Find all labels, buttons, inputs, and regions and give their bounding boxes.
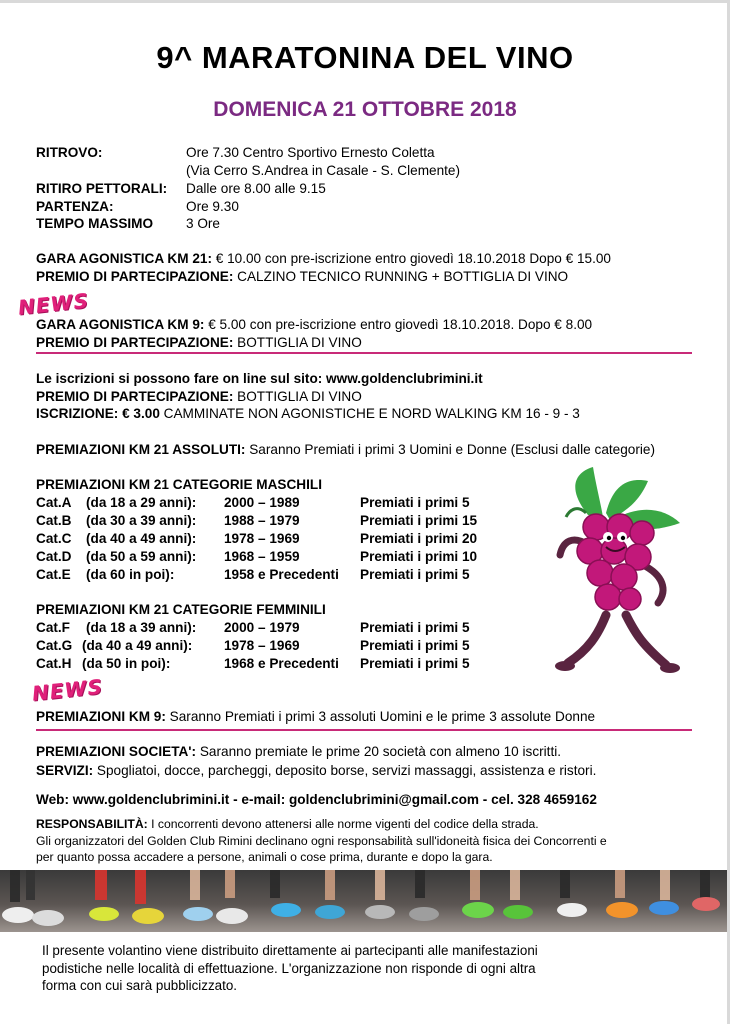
cat-label: Cat.G <box>36 638 73 653</box>
gara21-premio-label: PREMIO DI PARTECIPAZIONE: <box>36 269 234 284</box>
news-badge: NEWS <box>16 288 90 320</box>
gara9-premio-line <box>36 334 362 351</box>
responsabilita-line3: per quanto possa accadere a persone, animali o cose prima, durante e dopo la gara. <box>36 850 493 864</box>
cat-label: Cat.H <box>36 656 72 671</box>
gara21-premio-value: CALZINO TECNICO RUNNING + BOTTIGLIA DI VINO <box>233 269 569 284</box>
cat-label: Cat.D <box>36 549 72 564</box>
km9-label: PREMIAZIONI KM 9: <box>36 709 166 724</box>
partenza-label: PARTENZA: <box>36 199 114 214</box>
cat-age: (da 18 a 29 anni): <box>86 495 197 510</box>
cat-prize: Premiati i primi 5 <box>360 567 470 582</box>
iscrizione-value: CAMMINATE NON AGONISTICHE E NORD WALKING KM 16 - 9 - 3 <box>159 406 580 421</box>
cat-age: (da 18 a 39 anni): <box>86 620 197 635</box>
iscr-premio-value: BOTTIGLIA DI VINO <box>233 389 362 404</box>
cat-age: (da 40 a 49 anni): <box>82 638 193 653</box>
responsabilita-text1: I concorrenti devono attenersi alle norme vigenti del codice della strada. <box>147 817 539 831</box>
cat-prize: Premiati i primi 5 <box>360 656 470 671</box>
ritrovo-address: (Via Cerro S.Andrea in Casale - S. Clemente) <box>186 163 461 178</box>
ritrovo-label: RITROVO: <box>36 145 103 160</box>
iscr-premio-label: PREMIO DI PARTECIPAZIONE: <box>36 389 234 404</box>
cat-years: 2000 – 1979 <box>224 620 300 635</box>
section-divider <box>36 729 692 731</box>
gara21-premio-line <box>36 268 568 285</box>
cat-years: 1978 – 1969 <box>224 531 300 546</box>
page-title: 9^ MARATONINA DEL VINO <box>156 40 574 75</box>
contacts-line: Web: www.goldenclubrimini.it - e-mail: goldenclubrimini@gmail.com - cel. 328 4659162 <box>36 792 597 807</box>
servizi-value: Spogliatoi, docce, parcheggi, deposito borse, servizi massaggi, assistenza e ristori. <box>93 763 597 778</box>
maschili-heading: PREMIAZIONI KM 21 CATEGORIE MASCHILI <box>36 477 322 492</box>
event-date: DOMENICA 21 OTTOBRE 2018 <box>213 98 517 121</box>
iscrizione-label: ISCRIZIONE: € 3.00 <box>36 406 160 421</box>
iscr-premio-line <box>36 388 362 405</box>
online-registration: Le iscrizioni si possono fare on line sul sito: www.goldenclubrimini.it <box>36 371 483 386</box>
cat-prize: Premiati i primi 15 <box>360 513 478 528</box>
cat-age: (da 50 in poi): <box>82 656 171 671</box>
footer-line3: forma con cui sarà pubblicizzato. <box>42 978 238 993</box>
cat-prize: Premiati i primi 5 <box>360 495 470 510</box>
cat-label: Cat.C <box>36 531 72 546</box>
gara9-label: GARA AGONISTICA KM 9: <box>36 317 205 332</box>
km9-line <box>36 708 595 725</box>
cat-years: 2000 – 1989 <box>224 495 300 510</box>
ritiro-label: RITIRO PETTORALI: <box>36 181 168 196</box>
cat-age: (da 30 a 39 anni): <box>86 513 197 528</box>
ritrovo-value: Ore 7.30 Centro Sportivo Ernesto Coletta <box>186 145 435 160</box>
cat-prize: Premiati i primi 20 <box>360 531 478 546</box>
responsabilita-label: RESPONSABILITÀ: <box>36 817 148 831</box>
gara21-label: GARA AGONISTICA KM 21: <box>36 251 212 266</box>
iscrizione-line <box>36 405 580 422</box>
gara9-line <box>36 316 592 333</box>
cat-years: 1978 – 1969 <box>224 638 300 653</box>
assoluti-value: Saranno Premiati i primi 3 Uomini e Donne (Esclusi dalle categorie) <box>245 442 655 457</box>
footer-line1: Il presente volantino viene distribuito direttamente ai partecipanti alle manifestazioni <box>42 943 538 958</box>
femminili-heading: PREMIAZIONI KM 21 CATEGORIE FEMMINILI <box>36 602 326 617</box>
assoluti-line <box>36 441 655 458</box>
societa-line <box>36 743 561 760</box>
gara9-value: € 5.00 con pre-iscrizione entro giovedì 18.10.2018. Dopo € 8.00 <box>204 317 593 332</box>
assoluti-label: PREMIAZIONI KM 21 ASSOLUTI: <box>36 442 246 457</box>
page-border-top <box>0 0 730 3</box>
servizi-line <box>36 762 596 779</box>
cat-label: Cat.E <box>36 567 71 582</box>
gara9-premio-label: PREMIO DI PARTECIPAZIONE: <box>36 335 234 350</box>
tempo-value: 3 Ore <box>186 216 220 231</box>
cat-label: Cat.A <box>36 495 72 510</box>
responsabilita-line1 <box>36 816 539 832</box>
km9-value: Saranno Premiati i primi 3 assoluti Uomini e le prime 3 assolute Donne <box>165 709 596 724</box>
ritiro-value: Dalle ore 8.00 alle 9.15 <box>186 181 326 196</box>
cat-age: (da 40 a 49 anni): <box>86 531 197 546</box>
footer-disclaimer <box>42 942 538 995</box>
cat-years: 1968 – 1959 <box>224 549 300 564</box>
runners-feet-photo <box>0 870 727 932</box>
responsabilita-line2: Gli organizzatori del Golden Club Rimini declinano ogni responsabilità sull'idoneità fisica dei Concorrenti e <box>36 834 607 848</box>
partenza-value: Ore 9.30 <box>186 199 239 214</box>
cat-prize: Premiati i primi 5 <box>360 638 470 653</box>
societa-value: Saranno premiate le prime 20 società con almeno 10 iscritti. <box>196 744 562 759</box>
cat-label: Cat.F <box>36 620 70 635</box>
grape-bunch-icon <box>577 514 654 610</box>
cat-age: (da 60 in poi): <box>86 567 175 582</box>
gara9-premio-value: BOTTIGLIA DI VINO <box>233 335 362 350</box>
servizi-label: SERVIZI: <box>36 763 94 778</box>
gara21-value: € 10.00 con pre-iscrizione entro giovedì 18.10.2018 Dopo € 15.00 <box>211 251 611 266</box>
section-divider <box>36 352 692 354</box>
tempo-label: TEMPO MASSIMO <box>36 216 154 231</box>
footer-line2: podistiche nelle località di effettuazione. L'organizzazione non risponde di ogni altra <box>42 960 536 976</box>
gara21-line <box>36 250 611 267</box>
cat-prize: Premiati i primi 5 <box>360 620 470 635</box>
cat-label: Cat.B <box>36 513 72 528</box>
cat-age: (da 50 a 59 anni): <box>86 549 197 564</box>
news-badge: NEWS <box>30 674 104 706</box>
grape-runner-mascot <box>548 465 698 680</box>
cat-years: 1988 – 1979 <box>224 513 300 528</box>
societa-label: PREMIAZIONI SOCIETA': <box>36 744 197 759</box>
cat-prize: Premiati i primi 10 <box>360 549 478 564</box>
cat-years: 1958 e Precedenti <box>224 567 339 582</box>
cat-years: 1968 e Precedenti <box>224 656 339 671</box>
